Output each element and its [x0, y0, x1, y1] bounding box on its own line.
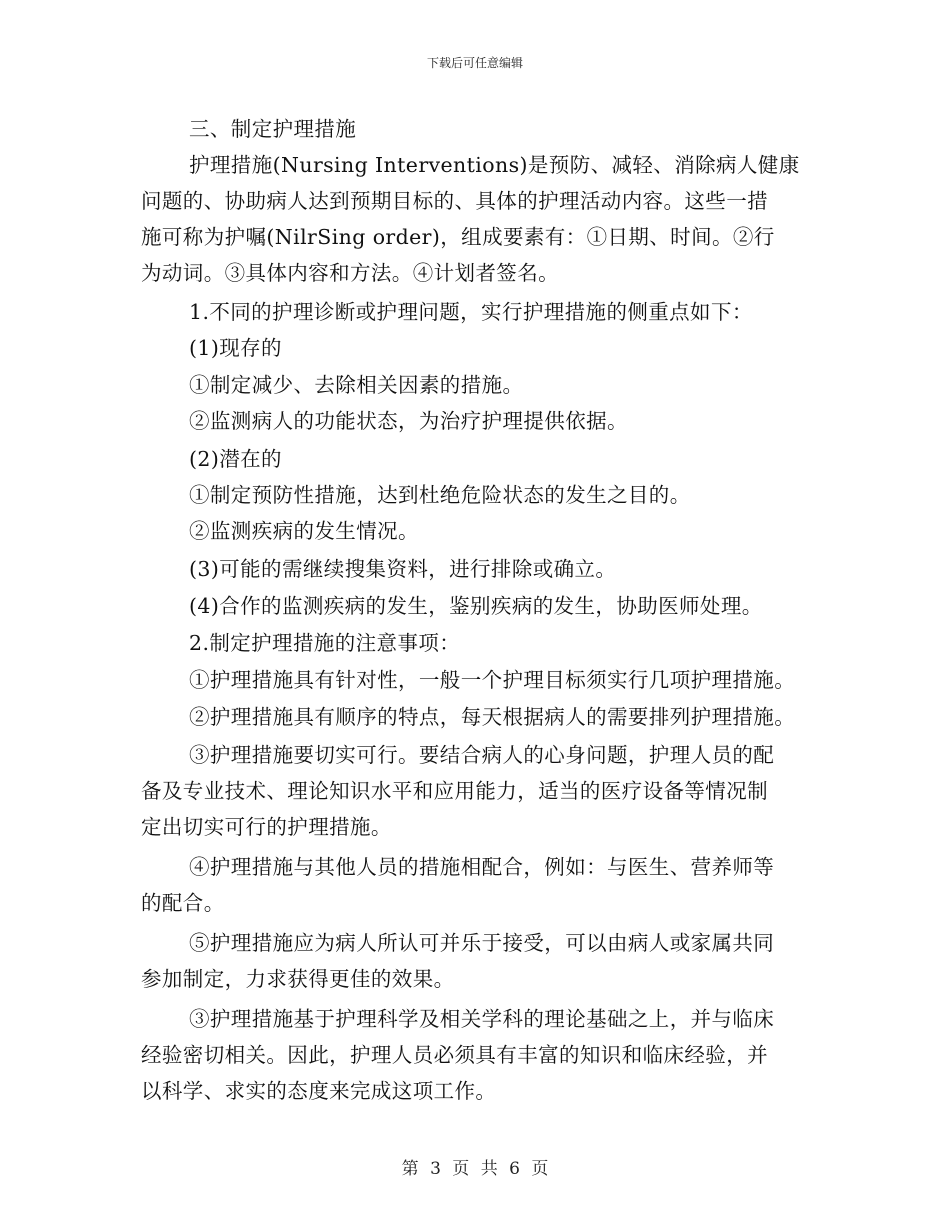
list-item: ③护理措施基于护理科学及相关学科的理论基础之上，并与临床	[189, 1007, 775, 1031]
list-item: ①制定预防性措施，达到杜绝危险状态的发生之目的。	[189, 483, 691, 507]
section-heading: 三、制定护理措施	[189, 117, 357, 141]
list-subheading: (1)现存的	[189, 336, 282, 360]
list-item: ③护理措施要切实可行。要结合病人的心身问题，护理人员的配	[189, 743, 775, 767]
paragraph-line: 护理措施(Nursing Interventions)是预防、减轻、消除病人健康	[189, 153, 800, 177]
list-item: ⑤护理措施应为病人所认可并乐于接受，可以由病人或家属共同	[189, 931, 775, 955]
list-item: (4)合作的监测疾病的发生，鉴别疾病的发生，协助医师处理。	[189, 594, 763, 618]
paragraph-line: 备及专业技术、理论知识水平和应用能力，适当的医疗设备等情况制	[141, 779, 768, 803]
list-heading: 2.制定护理措施的注意事项：	[189, 631, 461, 655]
paragraph-line: 定出切实可行的护理措施。	[141, 815, 392, 839]
list-subheading: (2)潜在的	[189, 447, 282, 471]
paragraph-line: 参加制定，力求获得更佳的效果。	[141, 967, 455, 991]
list-item: ②护理措施具有顺序的特点，每天根据病人的需要排列护理措施。	[189, 705, 796, 729]
paragraph-line: 为动词。③具体内容和方法。④计划者签名。	[141, 261, 559, 285]
page-header: 下载后可任意编辑	[426, 56, 523, 70]
paragraph-line: 经验密切相关。因此，护理人员必须具有丰富的知识和临床经验，并	[141, 1043, 768, 1067]
list-item: ②监测疾病的发生情况。	[189, 519, 419, 543]
paragraph-line: 以科学、求实的态度来完成这项工作。	[141, 1079, 497, 1103]
list-item: (3)可能的需继续搜集资料，进行排除或确立。	[189, 557, 617, 581]
list-heading: 1.不同的护理诊断或护理问题，实行护理措施的侧重点如下：	[189, 300, 753, 324]
paragraph-line: 的配合。	[141, 891, 225, 915]
list-item: ①制定减少、去除相关因素的措施。	[189, 373, 524, 397]
list-item: ①护理措施具有针对性，一般一个护理目标须实行几项护理措施。	[189, 668, 796, 692]
list-item: ②监测病人的功能状态，为治疗护理提供依据。	[189, 409, 628, 433]
paragraph-line: 施可称为护嘱(NilrSing order)，组成要素有：①日期、时间。②行	[141, 225, 775, 249]
page-footer: 第 3 页 共 6 页	[401, 1159, 549, 1179]
paragraph-line: 问题的、协助病人达到预期目标的、具体的护理活动内容。这些一措	[141, 189, 768, 213]
list-item: ④护理措施与其他人员的措施相配合，例如：与医生、营养师等	[189, 855, 775, 879]
